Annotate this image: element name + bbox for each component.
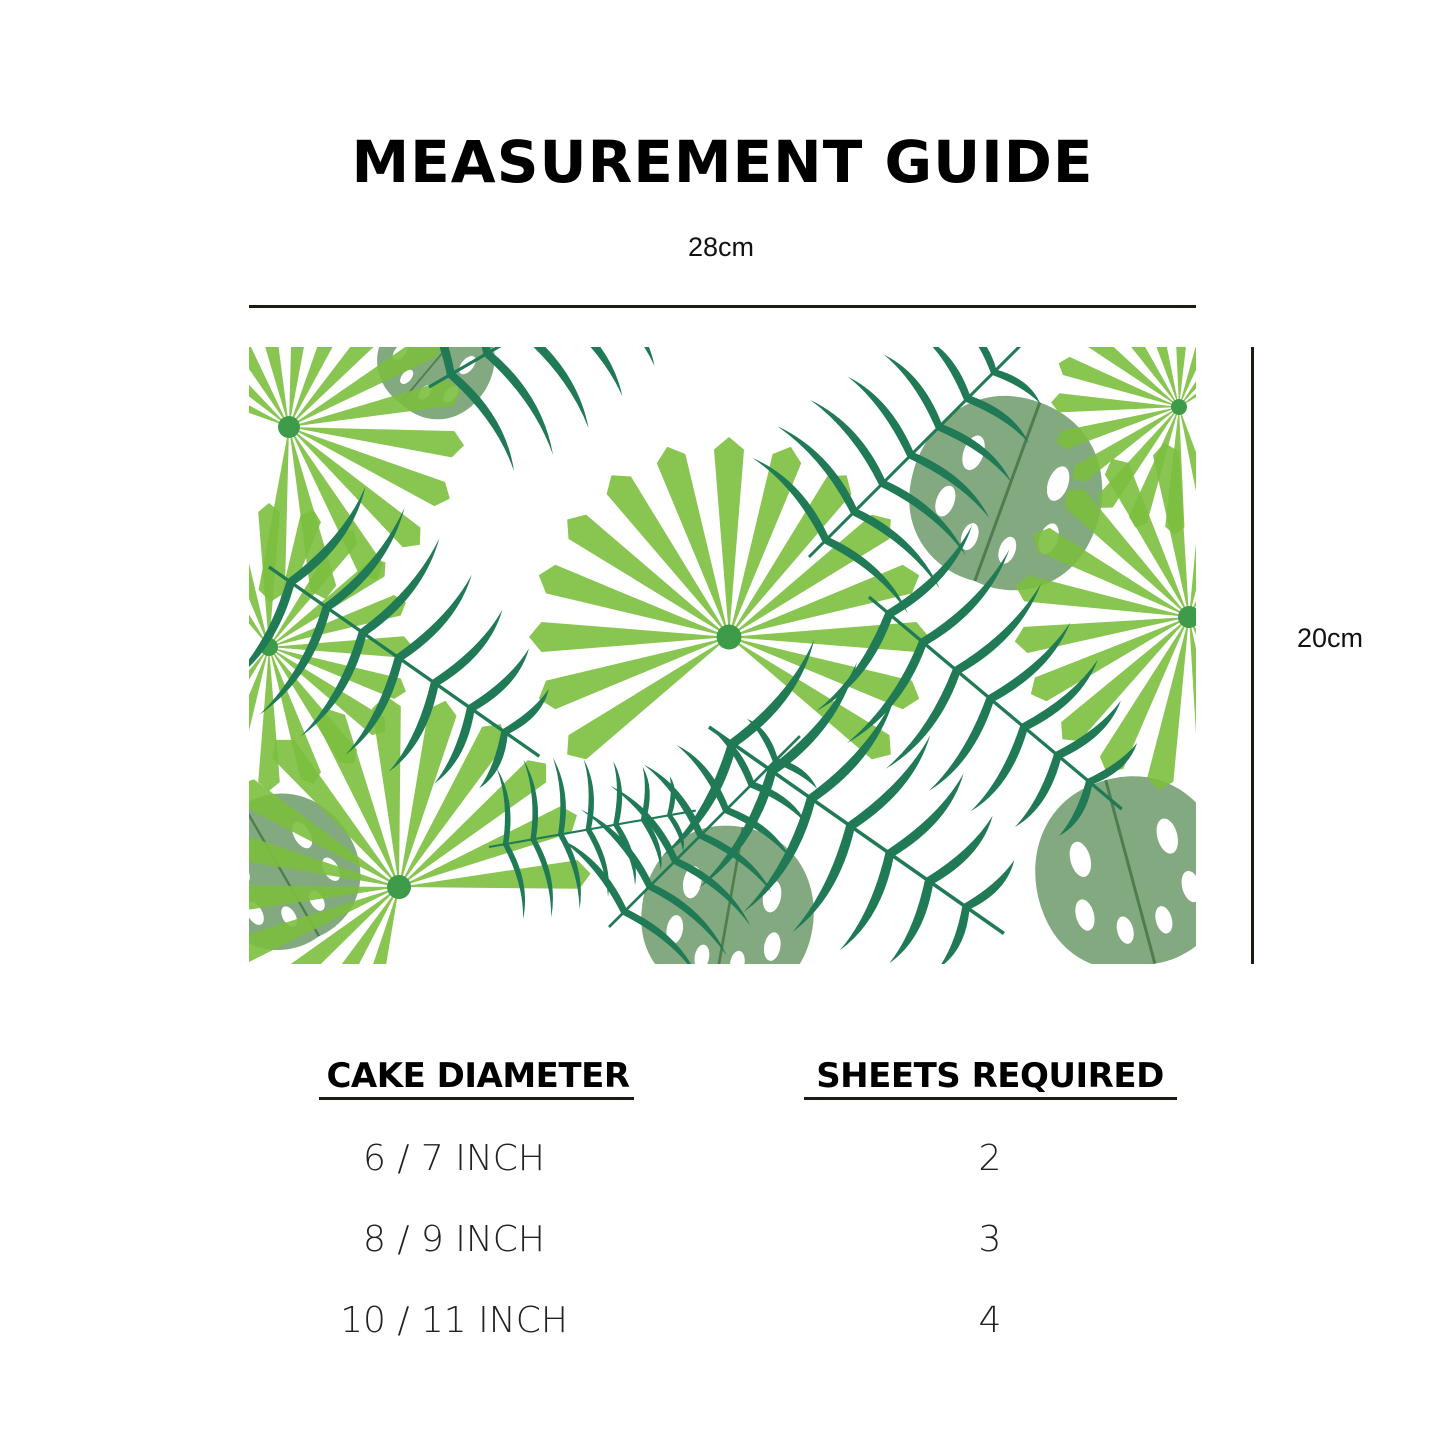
table-row-sheets: 3 [978,1219,1002,1260]
sheets-required-header: SHEETS REQUIRED [816,1056,1164,1096]
cake-diameter-underline [319,1097,634,1100]
tropical-leaf-pattern-icon [249,347,1196,964]
table-row-sheets: 2 [978,1138,1002,1179]
width-label: 28cm [687,232,755,262]
table-row-diameter: 8 / 9 INCH [362,1219,546,1260]
cake-diameter-header: CAKE DIAMETER [326,1056,630,1096]
table-row-diameter: 6 / 7 INCH [362,1138,546,1179]
height-label: 20cm [1296,623,1364,653]
height-measure-line [1251,347,1254,964]
width-measure-line [249,305,1196,308]
sheets-required-underline [804,1097,1177,1100]
page-title: MEASUREMENT GUIDE [351,128,1094,196]
table-row-diameter: 10 / 11 INCH [340,1300,568,1341]
palm-leaf-pattern-image [249,347,1196,964]
table-row-sheets: 4 [978,1300,1002,1341]
